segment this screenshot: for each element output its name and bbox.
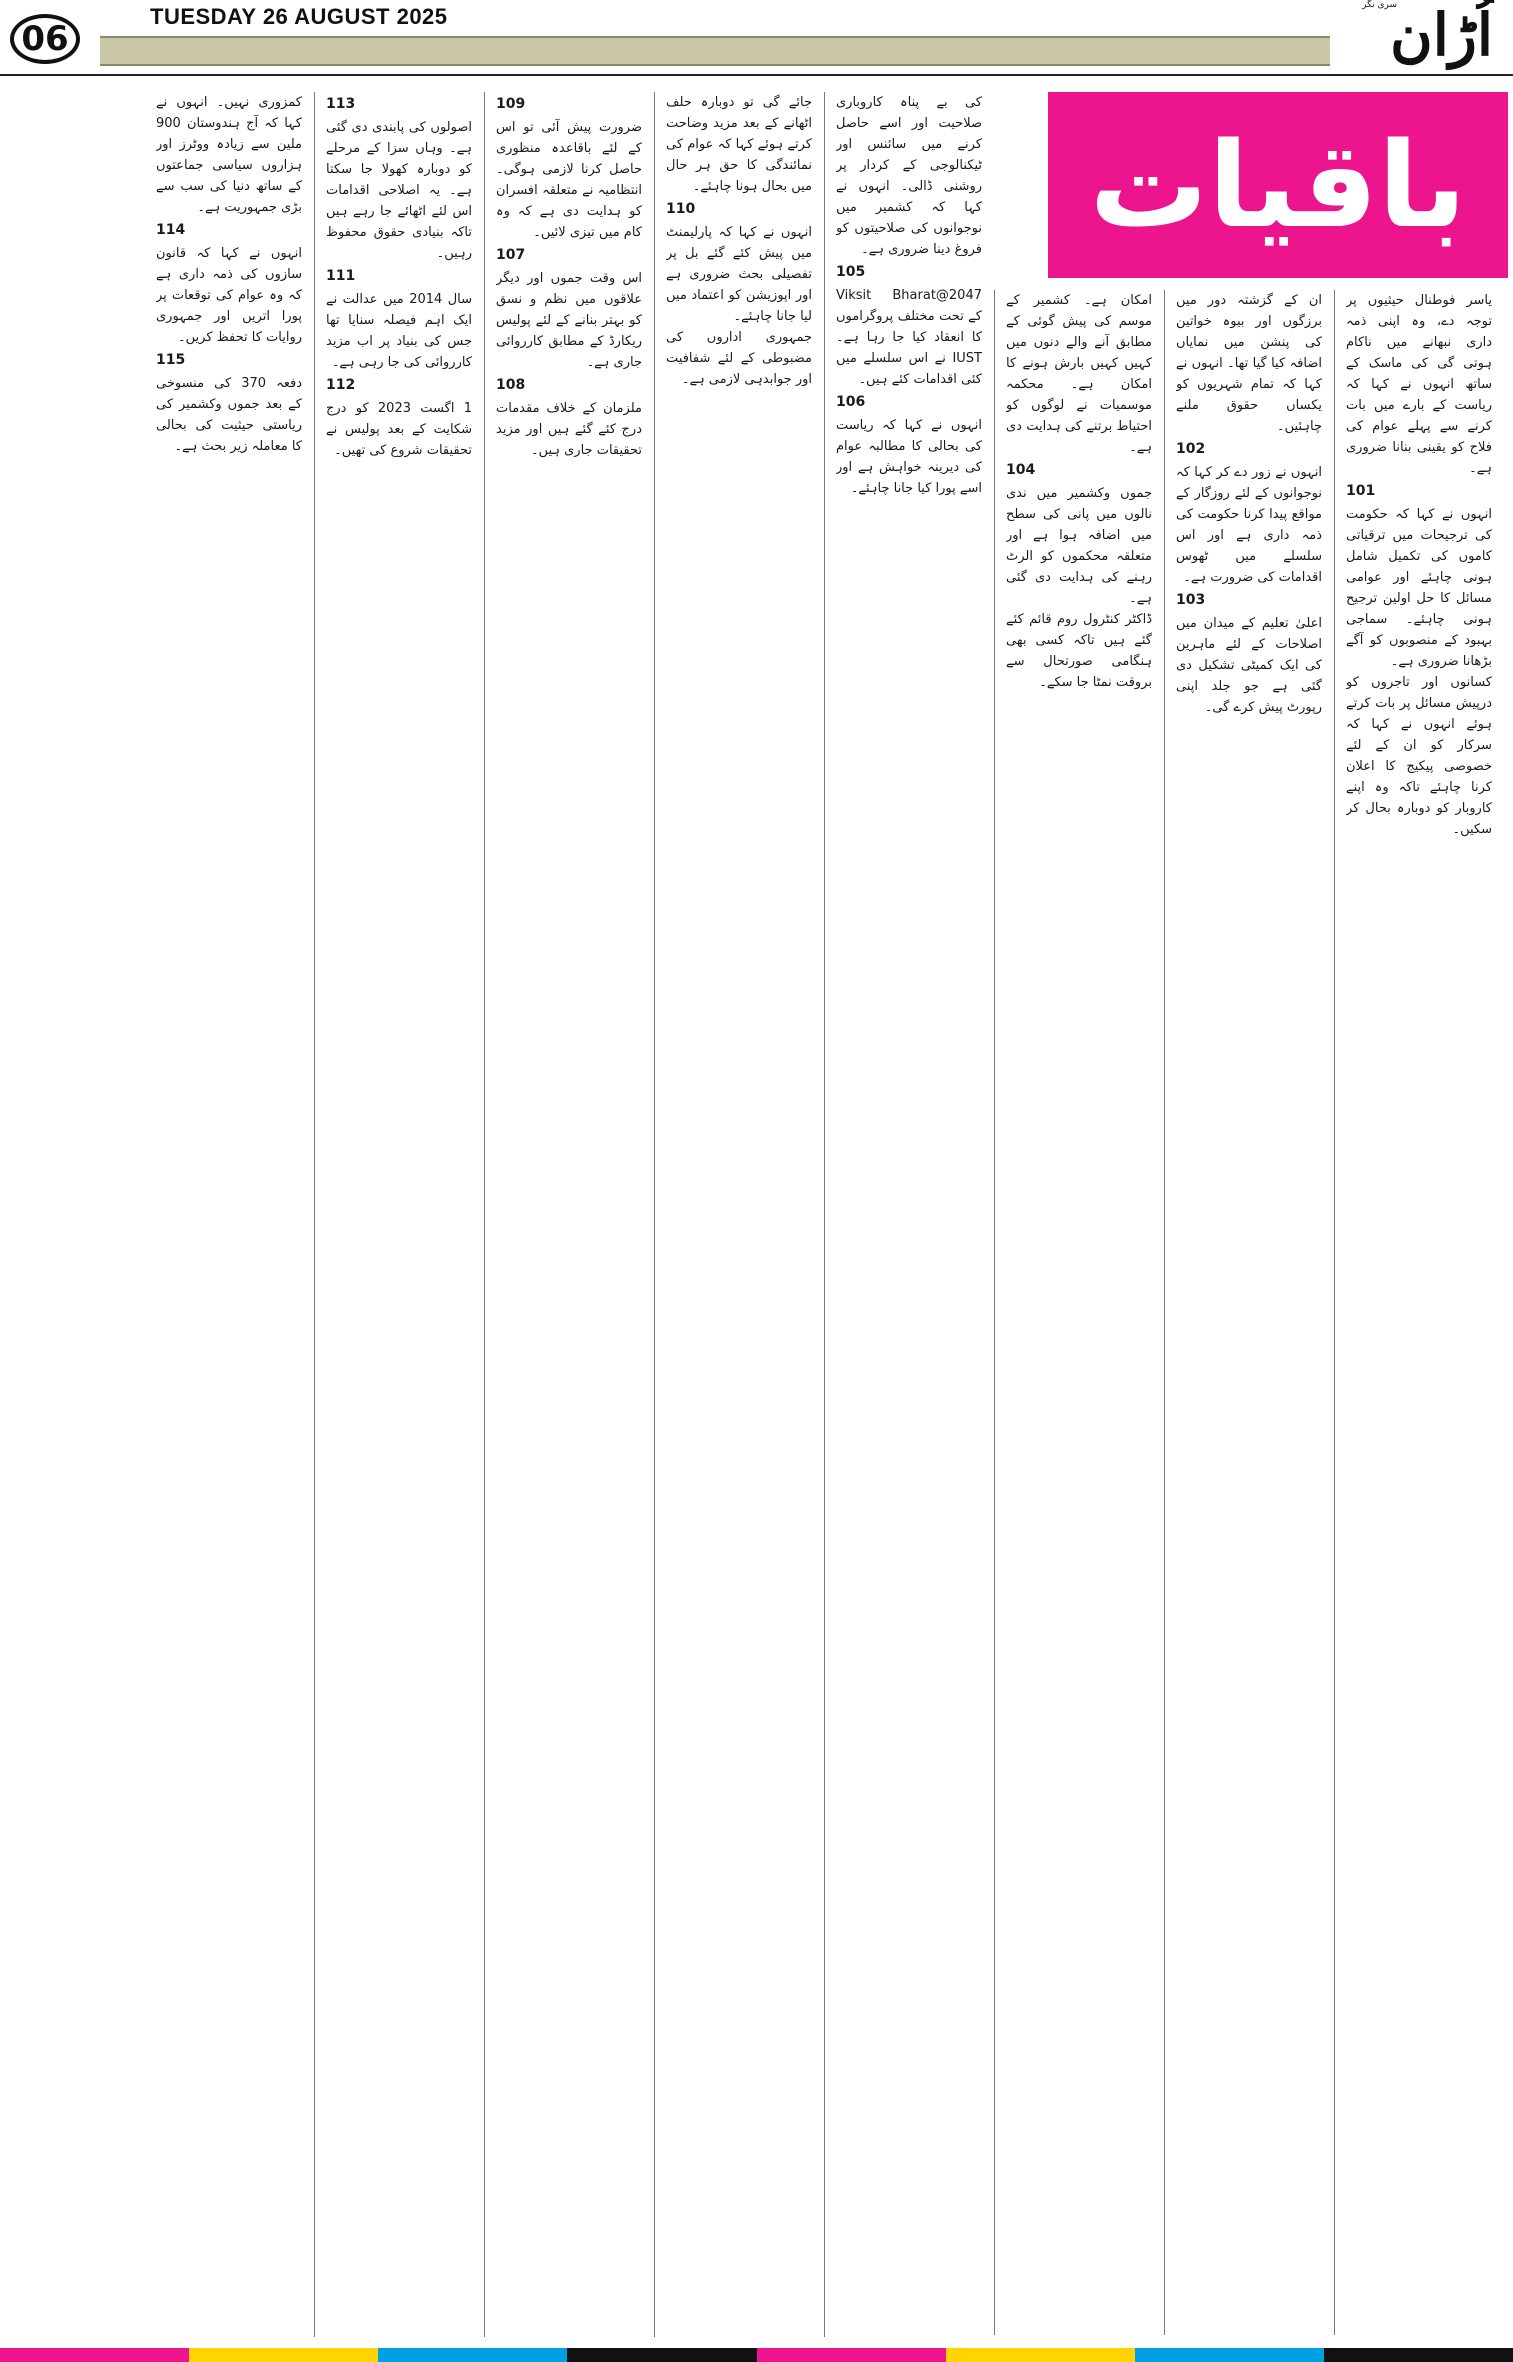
article-column xyxy=(156,92,302,2337)
header-rule xyxy=(0,74,1513,76)
column-divider xyxy=(1334,290,1335,2335)
column-divider xyxy=(994,290,995,2335)
paragraph: انہوں نے کہا کہ ریاست کی بحالی کا مطالبہ عوام کی دیرینہ خواہش ہے اور اسے پورا کیا جانا چاہئے۔ xyxy=(836,418,982,496)
paragraph: ڈاکٹر کنٹرول روم قائم کئے گئے ہیں تاکہ کسی بھی ہنگامی صورتحال سے بروقت نمٹا جا سکے۔ xyxy=(1006,612,1152,690)
story-number: 108 xyxy=(496,377,526,393)
paragraph: کمزوری نہیں۔ انہوں نے کہا کہ آج ہندوستان 900 ملین سے زیادہ ووٹرز اور ہزاروں سیاسی جماعتوں کے ساتھ دنیا کی سب سے بڑی جمہوریت ہے۔ xyxy=(156,95,302,215)
page-header xyxy=(0,0,1513,70)
column-divider xyxy=(484,92,485,2337)
column-divider xyxy=(824,92,825,2337)
paragraph: امکان ہے۔ کشمیر کے موسم کی پیش گوئی کے مطابق آنے والے دنوں میں کہیں کہیں بارش ہونے کا امکان ہے۔ محکمہ موسمیات نے لوگوں کو احتیاط برتنے کی ہدایت دی ہے۔ xyxy=(1006,293,1152,455)
paragraph: جمہوری اداروں کی مضبوطی کے لئے شفافیت اور جوابدہی لازمی ہے۔ xyxy=(666,330,812,387)
newspaper-logo xyxy=(1303,2,1493,68)
story-number: 113 xyxy=(326,96,356,112)
story-number: 111 xyxy=(326,268,356,284)
paragraph: ان کے گزشتہ دور میں برزگوں اور بیوہ خواتین کی پنشن میں نمایاں اضافہ کیا گیا تھا۔ انہوں نے کہا کہ تمام شہریوں کو یکساں حقوق ملنے چاہئیں۔ xyxy=(1176,293,1322,434)
story-number: 106 xyxy=(836,394,866,410)
story-number: 109 xyxy=(496,96,526,112)
story-number: 102 xyxy=(1176,441,1206,457)
article-column xyxy=(326,92,472,2337)
paragraph: جموں وکشمیر میں ندی نالوں میں پانی کی سطح میں اضافہ ہوا ہے اور متعلقہ محکموں کو الرٹ رہنے کی ہدایت دی گئی ہے۔ xyxy=(1006,486,1152,606)
column-divider xyxy=(1164,290,1165,2335)
article-column xyxy=(496,92,642,2337)
color-swatch xyxy=(1135,2348,1324,2362)
paragraph: ضرورت پیش آئی تو اس کے لئے باقاعدہ منظوری حاصل کرنا لازمی ہوگی۔ انتظامیہ نے متعلقہ افسران کو ہدایت دی ہے کہ وہ کام میں تیزی لائیں۔ xyxy=(496,120,642,240)
logo-text: اُڑان xyxy=(1390,1,1493,69)
story-number: 114 xyxy=(156,222,186,238)
article-column xyxy=(836,92,982,2337)
story-number: 107 xyxy=(496,247,526,263)
paragraph: دفعہ 370 کی منسوخی کے بعد جموں وکشمیر کی ریاستی حیثیت کی بحالی کا معاملہ زیر بحث ہے۔ xyxy=(156,376,302,454)
paragraph: اعلیٰ تعلیم کے میدان میں اصلاحات کے لئے ماہرین کی ایک کمیٹی تشکیل دی گئی ہے جو جلد اپنی رپورٹ پیش کرے گی۔ xyxy=(1176,616,1322,715)
logo-tagline: سری نگر xyxy=(1362,0,1397,10)
story-number: 104 xyxy=(1006,462,1036,478)
header-bar xyxy=(100,36,1330,66)
color-swatch xyxy=(0,2348,189,2362)
paragraph: انہوں نے کہا کہ حکومت کی ترجیحات میں ترقیاتی کاموں کی تکمیل شامل ہونی چاہئے اور عوامی مسائل کا حل اولین ترجیح ہونی چاہئے۔ سماجی بہبود کے منصوبوں کو آگے بڑھانا ضروری ہے۔ xyxy=(1346,507,1492,669)
color-swatch xyxy=(1324,2348,1513,2362)
paragraph: انہوں نے کہا کہ قانون سازوں کی ذمہ داری ہے کہ وہ عوام کی توقعات پر پورا اتریں اور جمہوری روایات کا تحفظ کریں۔ xyxy=(156,246,302,345)
story-number: 115 xyxy=(156,352,186,368)
color-swatch xyxy=(378,2348,567,2362)
article-column xyxy=(1346,290,1492,2335)
color-swatch xyxy=(946,2348,1135,2362)
article-column xyxy=(1176,290,1322,2335)
color-swatch xyxy=(189,2348,378,2362)
section-banner xyxy=(1048,92,1508,278)
article-column xyxy=(1006,290,1152,2335)
paragraph: اس وقت جموں اور دیگر علاقوں میں نظم و نسق کو بہتر بنانے کے لئے پولیس ریکارڈ کے مطابق کارروائی جاری ہے۔ xyxy=(496,271,642,370)
paragraph: اصولوں کی پابندی دی گئی ہے۔ وہاں سزا کے مرحلے کو دوبارہ کھولا جا سکتا ہے۔ یہ اصلاحی اقدامات اس لئے اٹھائے جا رہے ہیں تاکہ بنیادی حقوق محفوظ رہیں۔ xyxy=(326,120,472,261)
story-number: 103 xyxy=(1176,592,1206,608)
color-strip xyxy=(0,2348,1513,2362)
story-number: 110 xyxy=(666,201,696,217)
column-divider xyxy=(314,92,315,2337)
paragraph: سال 2014 میں عدالت نے ایک اہم فیصلہ سنایا تھا جس کی بنیاد پر اب مزید کارروائی کی جا رہی ہے۔ xyxy=(326,292,472,370)
paragraph: یاسر فوطنال حیثیوں پر توجہ دے، وہ اپنی ذمہ داری نبھانے میں ناکام ہوتی گی کی ماسک کے ساتھ انہوں نے کہا کہ ریاست کے بارے میں بات کرنے سے پہلے عوام کی فلاح کو یقینی بنانا ضروری ہے۔ xyxy=(1346,293,1492,476)
story-number: 112 xyxy=(326,377,356,393)
color-swatch xyxy=(757,2348,946,2362)
paragraph: ملزمان کے خلاف مقدمات درج کئے گئے ہیں اور مزید تحقیقات جاری ہیں۔ xyxy=(496,401,642,458)
paragraph: انہوں نے زور دے کر کہا کہ نوجوانوں کے لئے روزگار کے مواقع پیدا کرنا حکومت کی ذمہ داری ہے اور اس سلسلے میں ٹھوس اقدامات کی ضرورت ہے۔ xyxy=(1176,465,1322,585)
paragraph: 1 اگست 2023 کو درج شکایت کے بعد پولیس نے تحقیقات شروع کی تھیں۔ xyxy=(326,401,472,458)
paragraph: انہوں نے کہا کہ پارلیمنٹ میں پیش کئے گئے بل پر تفصیلی بحث ضروری ہے اور اپوزیشن کو اعتماد میں لیا جانا چاہئے۔ xyxy=(666,225,812,324)
paragraph: جائے گی تو دوبارہ حلف اٹھانے کے بعد مزید وضاحت کرتے ہوئے کہا کہ عوام کی نمائندگی کا حق ہر حال میں بحال ہونا چاہئے۔ xyxy=(666,95,812,194)
article-column xyxy=(666,92,812,2337)
paragraph: کی بے پناہ کاروباری صلاحیت اور اسے حاصل کرنے میں سائنس اور ٹیکنالوجی کے کردار پر روشنی ڈالی۔ انہوں نے کہا کہ کشمیر میں نوجوانوں کی صلاحیتوں کو فروغ دینا ضروری ہے۔ xyxy=(836,95,982,257)
paragraph: کسانوں اور تاجروں کو درپیش مسائل پر بات کرتے ہوئے انہوں نے کہا کہ سرکار کو ان کے لئے خصوصی پیکیج کا اعلان کرنا چاہئے تاکہ وہ اپنے کاروبار کو دوبارہ بحال کر سکیں۔ xyxy=(1346,675,1492,837)
page-number: 06 xyxy=(10,14,80,64)
issue-date: TUESDAY 26 AUGUST 2025 xyxy=(150,4,448,29)
story-number: 101 xyxy=(1346,483,1376,499)
section-title: باقیات xyxy=(1089,116,1467,254)
column-divider xyxy=(654,92,655,2337)
paragraph: Viksit Bharat@2047 کے تحت مختلف پروگراموں کا انعقاد کیا جا رہا ہے۔ IUST نے اس سلسلے میں کئی اقدامات کئے ہیں۔ xyxy=(836,288,982,387)
story-number: 105 xyxy=(836,264,866,280)
color-swatch xyxy=(567,2348,756,2362)
